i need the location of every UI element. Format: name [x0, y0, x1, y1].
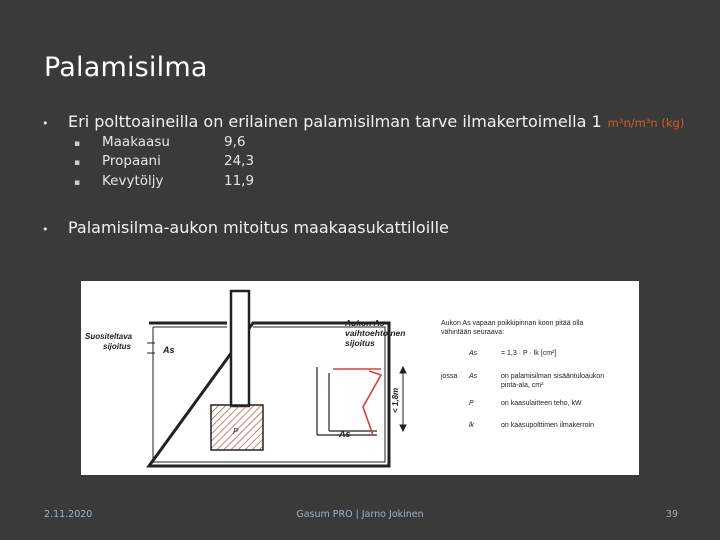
- def-lk: on kaasupolttimen ilmakerroin: [501, 422, 594, 429]
- bullet-1: [42, 112, 684, 131]
- alt-label-2: vaihtoehtoinen: [345, 328, 406, 338]
- fuel-name: Propaani: [102, 153, 161, 169]
- def-as-1: on palamisilman sisääntuloaukon: [501, 373, 605, 380]
- bullet-1-unit: m³n/m³n (kg): [607, 116, 685, 130]
- def-lk-symbol: lk: [469, 422, 475, 429]
- as-left-label: As: [163, 345, 175, 355]
- description-block: [440, 320, 604, 429]
- alt-label-3: sijoitus: [345, 338, 375, 348]
- as-bottom-label: As: [339, 429, 351, 439]
- def-p-symbol: P: [469, 400, 474, 407]
- bullet-2: [42, 218, 449, 237]
- formula-symbol: As: [469, 350, 478, 357]
- ventilation-diagram: [81, 281, 639, 475]
- footer-author: Gasum PRO | Jarno Jokinen: [296, 509, 424, 520]
- page-number: 39: [665, 509, 678, 520]
- bullet-1-text: Eri polttoaineilla on erilainen palamisilman tarve ilmakertoimella 1: [68, 112, 602, 131]
- diagram-svg: [81, 281, 639, 475]
- sub-item-propaani: [74, 153, 254, 169]
- fuel-value: 24,3: [224, 153, 255, 169]
- sub-item-maakaasu: [74, 134, 245, 150]
- desc-title-1: Aukon As vapaan poikkipinnan koon pitää olla: [441, 320, 584, 327]
- fuel-name: Kevytöljy: [102, 173, 164, 189]
- footer-date: 2.11.2020: [44, 509, 93, 520]
- alternative-marker: [333, 369, 381, 435]
- recommended-label-1: Suositeltava: [85, 332, 133, 341]
- sub-bullet-marker: ▪: [74, 178, 81, 188]
- fuel-value: 11,9: [224, 173, 255, 189]
- bullet-marker: •: [42, 223, 49, 236]
- fuel-name: Maakaasu: [102, 134, 170, 150]
- bullet-2-text: Palamisilma-aukon mitoitus maakaasukattiloille: [68, 218, 449, 237]
- height-label: < 1,8m: [391, 387, 400, 413]
- recommended-label-2: sijoitus: [103, 342, 132, 351]
- fuel-value: 9,6: [224, 134, 246, 150]
- boiler-p-label: P: [233, 427, 239, 436]
- alternative-duct: [317, 367, 377, 435]
- height-dimension: [400, 367, 406, 431]
- slide-title: Palamisilma: [44, 52, 208, 83]
- sub-item-kevytoljy: [74, 173, 254, 189]
- formula: = 1,3 · P · lk [cm²]: [501, 350, 557, 357]
- sub-bullet-marker: ▪: [74, 139, 81, 149]
- chimney: [231, 291, 249, 406]
- desc-title-2: vähintään seuraava:: [441, 329, 505, 336]
- sub-bullet-marker: ▪: [74, 158, 81, 168]
- bullet-marker: •: [42, 117, 49, 130]
- def-as-symbol: As: [469, 373, 478, 380]
- alt-label-1: Aukon As: [345, 318, 385, 328]
- def-as-2: pinta-ala, cm²: [501, 382, 544, 389]
- jossa-label: jossa: [441, 373, 458, 380]
- def-p: on kaasulaitteen teho, kW: [501, 400, 582, 407]
- left-opening: [147, 343, 155, 353]
